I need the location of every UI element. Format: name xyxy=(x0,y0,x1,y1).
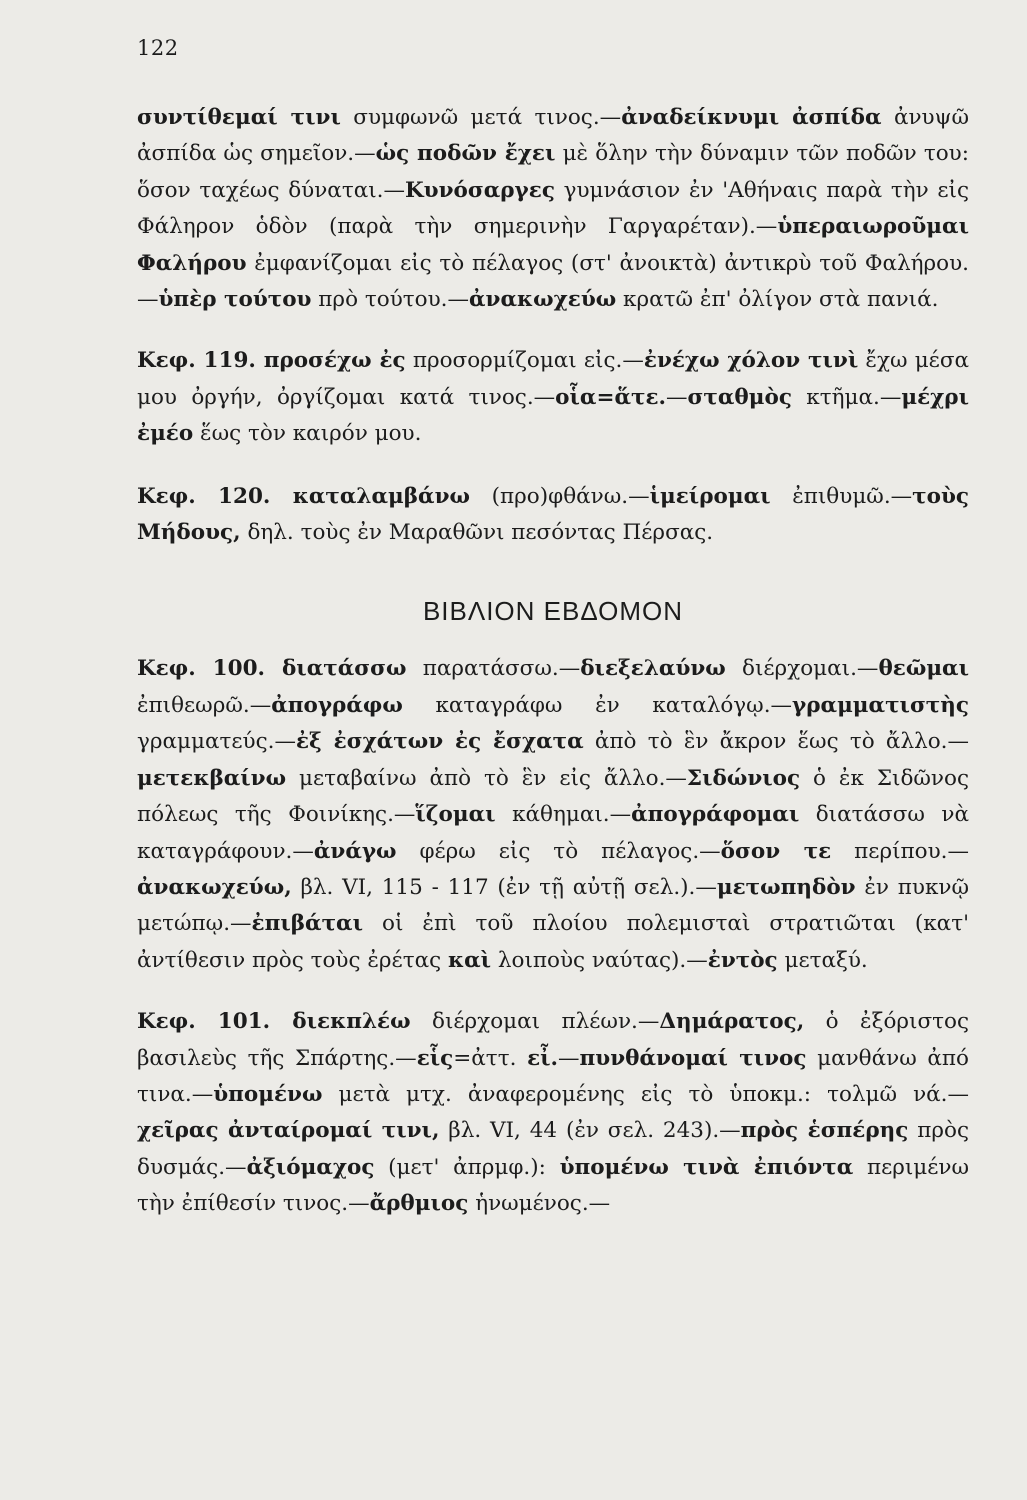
headword: συντίθεμαί τινι xyxy=(137,105,341,130)
commentary-paragraph-book6-cont xyxy=(137,100,969,318)
gloss-text: ἐν πυκνῷ μετώπῳ.— xyxy=(137,874,969,937)
gloss-text: διατάσσω νὰ καταγράφουν.— xyxy=(137,802,970,864)
headword: χεῖρας ἀνταίρομαί τινι, xyxy=(137,1118,440,1144)
headword: καταλαμβάνω xyxy=(292,483,470,509)
commentary-paragraph-ch119 xyxy=(137,343,969,452)
gloss-text: ἀνυψῶ ἀσπίδα ὡς σημεῖον.— xyxy=(137,105,969,167)
gloss-text: γυμνάσιον ἐν 'Αθήναις παρὰ τὴν εἰς Φάληρον ὁδὸν (παρὰ τὴν σημερινὴν Γαργαρέταν).— xyxy=(137,177,969,240)
gloss-text: μετὰ μτχ. ἀναφερομένης εἰς τὸ ὑποκμ.: τολμῶ νά.— xyxy=(322,1081,969,1107)
gloss-text: μεταβαίνω ἀπὸ τὸ ἓν εἰς ἄλλο.— xyxy=(286,765,687,791)
headword: ἀπογράφω xyxy=(271,692,403,718)
headword: γραμματιστὴς xyxy=(792,692,969,718)
headword: ἀπογράφομαι xyxy=(631,802,800,828)
headword: ἵζομαι xyxy=(415,802,496,828)
headword: μέχρι ἐμέο xyxy=(137,384,969,447)
gloss-text: γραμματεύς.— xyxy=(137,729,296,755)
gloss-text: περιμένω τὴν ἐπίθεσίν τινος.— xyxy=(137,1154,969,1217)
gloss-text: καταγράφω ἐν καταλόγῳ.— xyxy=(402,692,793,718)
gloss-text: παρατάσσω.— xyxy=(406,656,581,682)
gloss-text: ἕως τὸν καιρόν μου. xyxy=(193,421,422,447)
gloss-text: βλ. VI, 44 (ἐν σελ. 243).— xyxy=(439,1118,741,1144)
gloss-text: φέρω εἰς τὸ πέλαγος.— xyxy=(396,838,721,864)
gloss-text: (προ)φθάνω.— xyxy=(469,483,650,509)
headword: ὑπεραιωροῦμαι Φαλήρου xyxy=(137,214,969,276)
headword: ὑπομένω τινὰ ἐπιόντα xyxy=(559,1154,854,1180)
headword: εἶ. xyxy=(527,1045,559,1071)
headword: μετωπηδὸν xyxy=(716,874,856,900)
gloss-text: συμφωνῶ μετά τινος.— xyxy=(340,105,622,130)
gloss-text: =ἀττ. xyxy=(453,1045,528,1071)
headword: ὑπὲρ τούτου xyxy=(158,287,312,313)
book7-heading: ΒΙΒΛΙΟΝ ΕΒΔΟΜΟΝ xyxy=(422,596,684,627)
gloss-text: ἐμφανίζομαι εἰς τὸ πέλαγος (στ' ἀνοικτὰ) ἀντικρὺ τοῦ Φαλήρου.— xyxy=(137,250,969,313)
headword: Κεφ. 120. xyxy=(137,483,293,509)
headword: ἀνακωχεύω, xyxy=(137,874,292,900)
gloss-text: δηλ. τοὺς ἐν Μαραθῶνι πεσόντας Πέρσας. xyxy=(240,520,714,546)
gloss-text: — xyxy=(558,1045,580,1071)
headword: πυνθάνομαί τινος xyxy=(579,1045,807,1071)
gloss-text: πρὸ τούτου.— xyxy=(311,287,470,313)
gloss-text: κάθημαι.— xyxy=(495,802,632,828)
headword: προσέχω ἐς xyxy=(263,348,406,374)
gloss-text: λοιποὺς ναύτας).— xyxy=(491,947,708,973)
gloss-text: ὁ ἐκ Σιδῶνος πόλεως τῆς Φοινίκης.— xyxy=(137,765,969,828)
gloss-text: ἐπιθυμῶ.— xyxy=(770,483,913,509)
page-content xyxy=(137,100,969,1223)
headword: διεκπλέω xyxy=(292,1009,411,1035)
headword: διεξελαύνω xyxy=(580,656,726,682)
headword: καὶ xyxy=(447,947,492,973)
gloss-text: κτῆμα.— xyxy=(791,384,902,410)
gloss-text: προσορμίζομαι εἰς.— xyxy=(405,348,644,374)
gloss-text: — xyxy=(666,384,688,410)
headword: Κυνόσαργες xyxy=(405,177,555,203)
headword: μετεκβαίνω xyxy=(137,765,287,791)
headword: ἄρθμιος xyxy=(369,1191,469,1217)
headword: ἐντὸς xyxy=(707,947,778,973)
gloss-text: πρὸς δυσμάς.— xyxy=(137,1118,969,1180)
headword: οἷα=ἅτε. xyxy=(555,384,667,410)
headword: θεῶμαι xyxy=(878,656,970,682)
headword: ἐνέχω χόλον τινὶ xyxy=(643,348,859,374)
headword: Σιδώνιος xyxy=(686,765,801,791)
page-number: 122 xyxy=(137,36,179,60)
gloss-text: ἐπιθεωρῶ.— xyxy=(137,692,272,718)
headword: ὡς ποδῶν ἔχει xyxy=(375,141,556,167)
gloss-text: βλ. VI, 115 - 117 (ἐν τῇ αὐτῇ σελ.).— xyxy=(291,874,717,900)
headword: ἐπιβάται xyxy=(251,911,363,937)
headword: ἀνάγω xyxy=(313,838,397,864)
gloss-text: διέρχομαι.— xyxy=(725,656,879,682)
headword: Δημάρατος, xyxy=(659,1009,805,1035)
headword: σταθμὸς xyxy=(687,384,792,410)
headword: πρὸς ἑσπέρης xyxy=(740,1118,909,1144)
gloss-text: διέρχομαι πλέων.— xyxy=(410,1009,660,1035)
headword: Κεφ. 119. xyxy=(137,348,264,374)
headword: ὅσον τε xyxy=(720,838,832,864)
gloss-text: (μετ' ἀπρμφ.): xyxy=(374,1154,560,1180)
headword: ἀναδείκνυμι ἀσπίδα xyxy=(621,105,882,130)
headword: Κεφ. 101. xyxy=(137,1009,293,1035)
gloss-text: μὲ ὅλην τὴν δύναμιν τῶν ποδῶν του: ὅσον ταχέως δύναται.— xyxy=(137,141,969,203)
gloss-text: ἔχω μέσα μου ὀργήν, ὀργίζομαι κατά τινος.— xyxy=(137,348,970,410)
gloss-text: ἡνωμένος.— xyxy=(468,1191,611,1217)
gloss-text: κρατῶ ἐπ' ὀλίγον στὰ πανιά. xyxy=(616,287,939,313)
headword: διατάσσω xyxy=(281,656,407,682)
commentary-paragraph-ch100 xyxy=(137,651,969,979)
headword: ἱμείρομαι xyxy=(649,483,771,509)
commentary-paragraph-ch120 xyxy=(137,479,969,552)
headword: εἷς xyxy=(416,1045,454,1071)
headword: ἐξ ἐσχάτων ἐς ἔσχατα xyxy=(295,729,584,755)
gloss-text: ὁ ἐξόριστος βασιλεὺς τῆς Σπάρτης.— xyxy=(137,1009,970,1071)
headword: τοὺς Μήδους, xyxy=(137,483,969,546)
gloss-text: οἱ ἐπὶ τοῦ πλοίου πολεμισταὶ στρατιῶται (κατ' ἀντίθεσιν πρὸς τοὺς ἐρέτας xyxy=(137,911,969,973)
headword: ἀνακωχεύω xyxy=(469,287,617,313)
gloss-text: περίπου.— xyxy=(831,838,969,864)
headword: Κεφ. 100. xyxy=(137,656,282,682)
headword: ἀξιόμαχος xyxy=(246,1154,375,1180)
commentary-paragraph-ch101 xyxy=(137,1004,969,1222)
gloss-text: μεταξύ. xyxy=(777,947,868,973)
gloss-text: μανθάνω ἀπό τινα.— xyxy=(137,1045,969,1107)
gloss-text: ἀπὸ τὸ ἓν ἄκρον ἕως τὸ ἄλλο.— xyxy=(583,729,969,755)
headword: ὑπομένω xyxy=(213,1081,323,1107)
